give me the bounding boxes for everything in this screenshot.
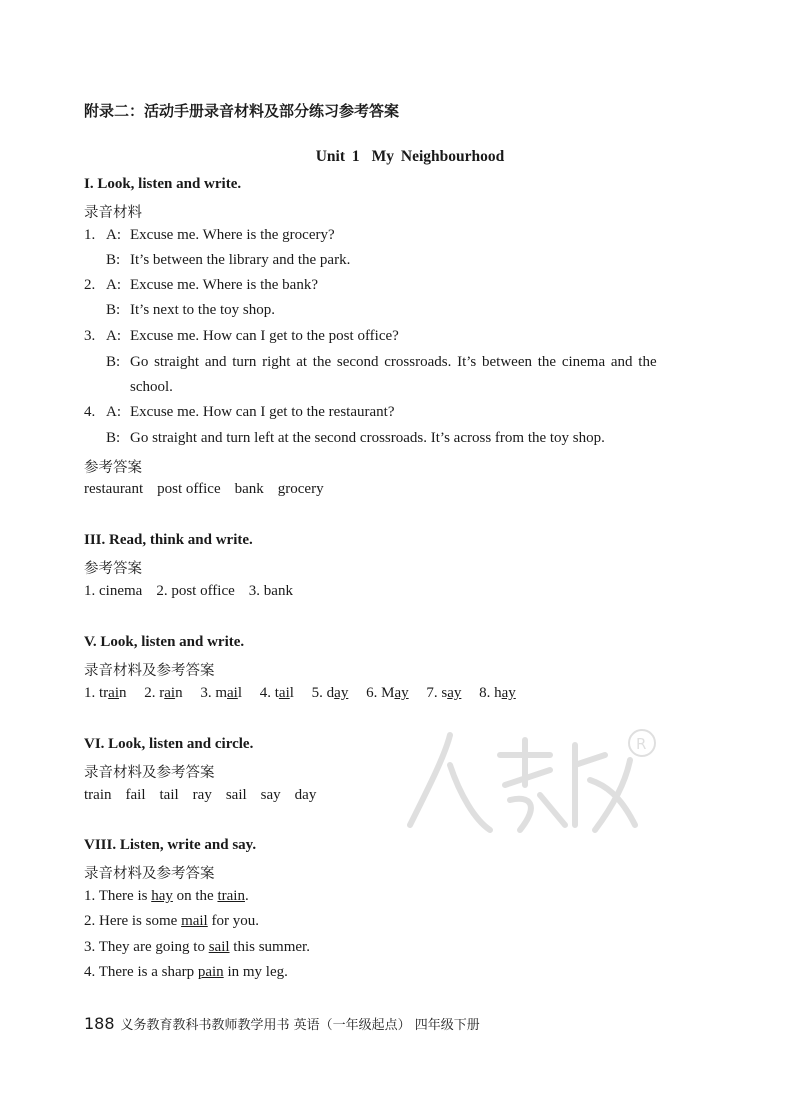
answer-item: 3. mail: [200, 685, 242, 701]
answer-item: 7. say: [426, 685, 462, 701]
section-3-label: 参考答案: [84, 561, 142, 577]
publisher-watermark-logo: [390, 725, 660, 845]
section-3-answers: 1. cinema 2. post office 3. bank: [84, 583, 293, 599]
section-5-label: 录音材料及参考答案: [84, 663, 215, 679]
answer-item: 6. May: [366, 685, 409, 701]
appendix-title: 附录二：活动手册录音材料及部分练习参考答案: [84, 102, 400, 120]
section-6-heading: VI. Look, listen and circle.: [84, 736, 254, 752]
sentence-2: 2. Here is some mail for you.: [84, 913, 259, 929]
answer-item: 2. rain: [144, 685, 183, 701]
unit-title: [0, 148, 800, 166]
section-5-answers: [84, 685, 516, 702]
book-title: 义务教育教科书教师教学用书 英语（一年级起点） 四年级下册: [120, 1018, 480, 1033]
answer-item: 5. day: [311, 685, 349, 701]
svg-text:R: R: [636, 735, 647, 753]
answer-item: 1. train: [84, 685, 127, 701]
dialogue-4-a: 4. A: Excuse me. How can I get to the restaurant?: [84, 404, 395, 420]
unit-name: My Neighbourhood: [371, 148, 505, 165]
dialogue-1-a: 1. A: Excuse me. Where is the grocery?: [84, 227, 335, 243]
answer-item: 4. tail: [259, 685, 294, 701]
dialogue-3-a: 3. A: Excuse me. How can I get to the post office?: [84, 328, 399, 344]
section-1-answers: restaurant post office bank grocery: [84, 481, 324, 497]
section-8-label: 录音材料及参考答案: [84, 866, 215, 882]
section-8-heading: VIII. Listen, write and say.: [84, 837, 257, 853]
unit-number: Unit 1: [315, 148, 360, 165]
answer-item: 8. hay: [479, 685, 516, 701]
dialogue-1-b: B: It’s between the library and the park.: [106, 252, 351, 268]
dialogue-3-b: B: Go straight and turn right at the second crossroads. It’s between the cinema and the: [106, 354, 657, 370]
section-1-label: 录音材料: [84, 205, 142, 221]
dialogue-3-b-cont: school.: [130, 379, 173, 395]
dialogue-2-b: B: It’s next to the toy shop.: [106, 302, 275, 318]
section-1-answer-label: 参考答案: [84, 460, 142, 476]
sentence-4: 4. There is a sharp pain in my leg.: [84, 964, 288, 980]
page-number: 188: [84, 1014, 115, 1033]
section-3-heading: III. Read, think and write.: [84, 532, 253, 548]
section-6-answers: train fail tail ray sail say day: [84, 787, 317, 803]
dialogue-4-b: B: Go straight and turn left at the second crossroads. It’s across from the toy shop.: [106, 430, 605, 446]
section-1-heading: I. Look, listen and write.: [84, 176, 242, 192]
page-footer: [84, 1014, 480, 1033]
section-6-label: 录音材料及参考答案: [84, 765, 215, 781]
sentence-1: 1. There is hay on the train.: [84, 888, 249, 904]
dialogue-2-a: 2. A: Excuse me. Where is the bank?: [84, 277, 318, 293]
section-5-heading: V. Look, listen and write.: [84, 634, 245, 650]
sentence-3: 3. They are going to sail this summer.: [84, 939, 310, 955]
